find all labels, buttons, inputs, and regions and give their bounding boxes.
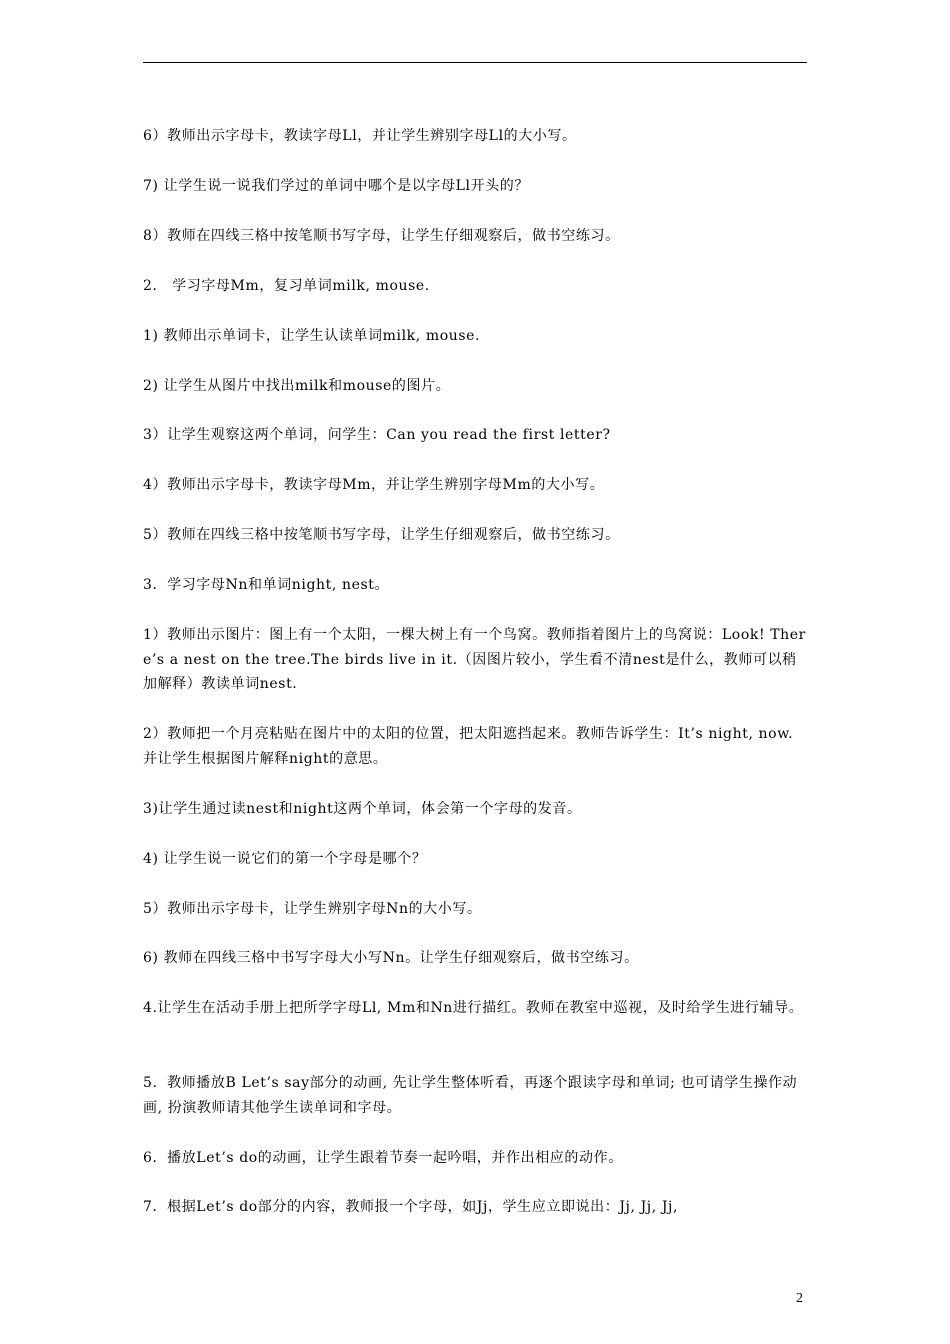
paragraph: 3）让学生观察这两个单词，问学生：Can you read the first letter? <box>143 427 611 443</box>
paragraph: 4）教师出示字母卡，教读字母Mm，并让学生辨别字母Mm的大小写。 <box>143 477 605 493</box>
paragraph: 3．学习字母Nn和单词night, nest。 <box>143 577 390 593</box>
paragraph: 6．播放Let’s do的动画，让学生跟着节奏一起吟唱，并作出相应的动作。 <box>143 1150 623 1166</box>
paragraph: 5）教师在四线三格中按笔顺书写字母，让学生仔细观察后，做书空练习。 <box>143 527 620 543</box>
header-rule <box>143 62 807 63</box>
paragraph: 1）教师出示图片：图上有一个太阳，一棵大树上有一个鸟窝。教师指着图片上的鸟窝说：Look! There’s a nest on the tree.The birds live in it.（因图片较小，学生看不清nest是什么，教师可以稍加解释）教读单词nest. <box>143 627 806 692</box>
paragraph: 6）教师出示字母卡，教读字母Ll，并让学生辨别字母Ll的大小写。 <box>143 128 577 144</box>
paragraph: 6) 教师在四线三格中书写字母大小写Nn。让学生仔细观察后，做书空练习。 <box>143 950 639 966</box>
paragraph: 3)让学生通过读nest和night这两个单词，体会第一个字母的发音。 <box>143 801 582 817</box>
paragraph: 5）教师出示字母卡，让学生辨别字母Nn的大小写。 <box>143 901 482 917</box>
paragraph: 5．教师播放B Let’s say部分的动画, 先让学生整体听看，再逐个跟读字母和单词; 也可请学生操作动画, 扮演教师请其他学生读单词和字母。 <box>143 1075 798 1116</box>
paragraph: 4) 让学生说一说它们的第一个字母是哪个？ <box>143 851 427 867</box>
paragraph: 7) 让学生说一说我们学过的单词中哪个是以字母Ll开头的？ <box>143 178 529 194</box>
page-number: 2 <box>796 1291 803 1306</box>
paragraph: 1) 教师出示单词卡，让学生认读单词milk, mouse. <box>143 328 481 344</box>
paragraph: 8）教师在四线三格中按笔顺书写字母，让学生仔细观察后，做书空练习。 <box>143 228 620 244</box>
paragraph: 7．根据Let’s do部分的内容，教师报一个字母，如Jj，学生应立即说出：Jj, Jj, Jj, <box>143 1199 679 1215</box>
paragraph: 2）教师把一个月亮粘贴在图片中的太阳的位置，把太阳遮挡起来。教师告诉学生：It’s night, now.并让学生根据图片解释night的意思。 <box>143 726 794 767</box>
paragraph: 4.让学生在活动手册上把所学字母Ll, Mm和Nn进行描红。教师在教室中巡视，及时给学生进行辅导。 <box>143 1000 804 1016</box>
paragraph: 2． 学习字母Mm，复习单词milk, mouse. <box>143 278 430 294</box>
paragraph: 2) 让学生从图片中找出milk和mouse的图片。 <box>143 378 451 394</box>
